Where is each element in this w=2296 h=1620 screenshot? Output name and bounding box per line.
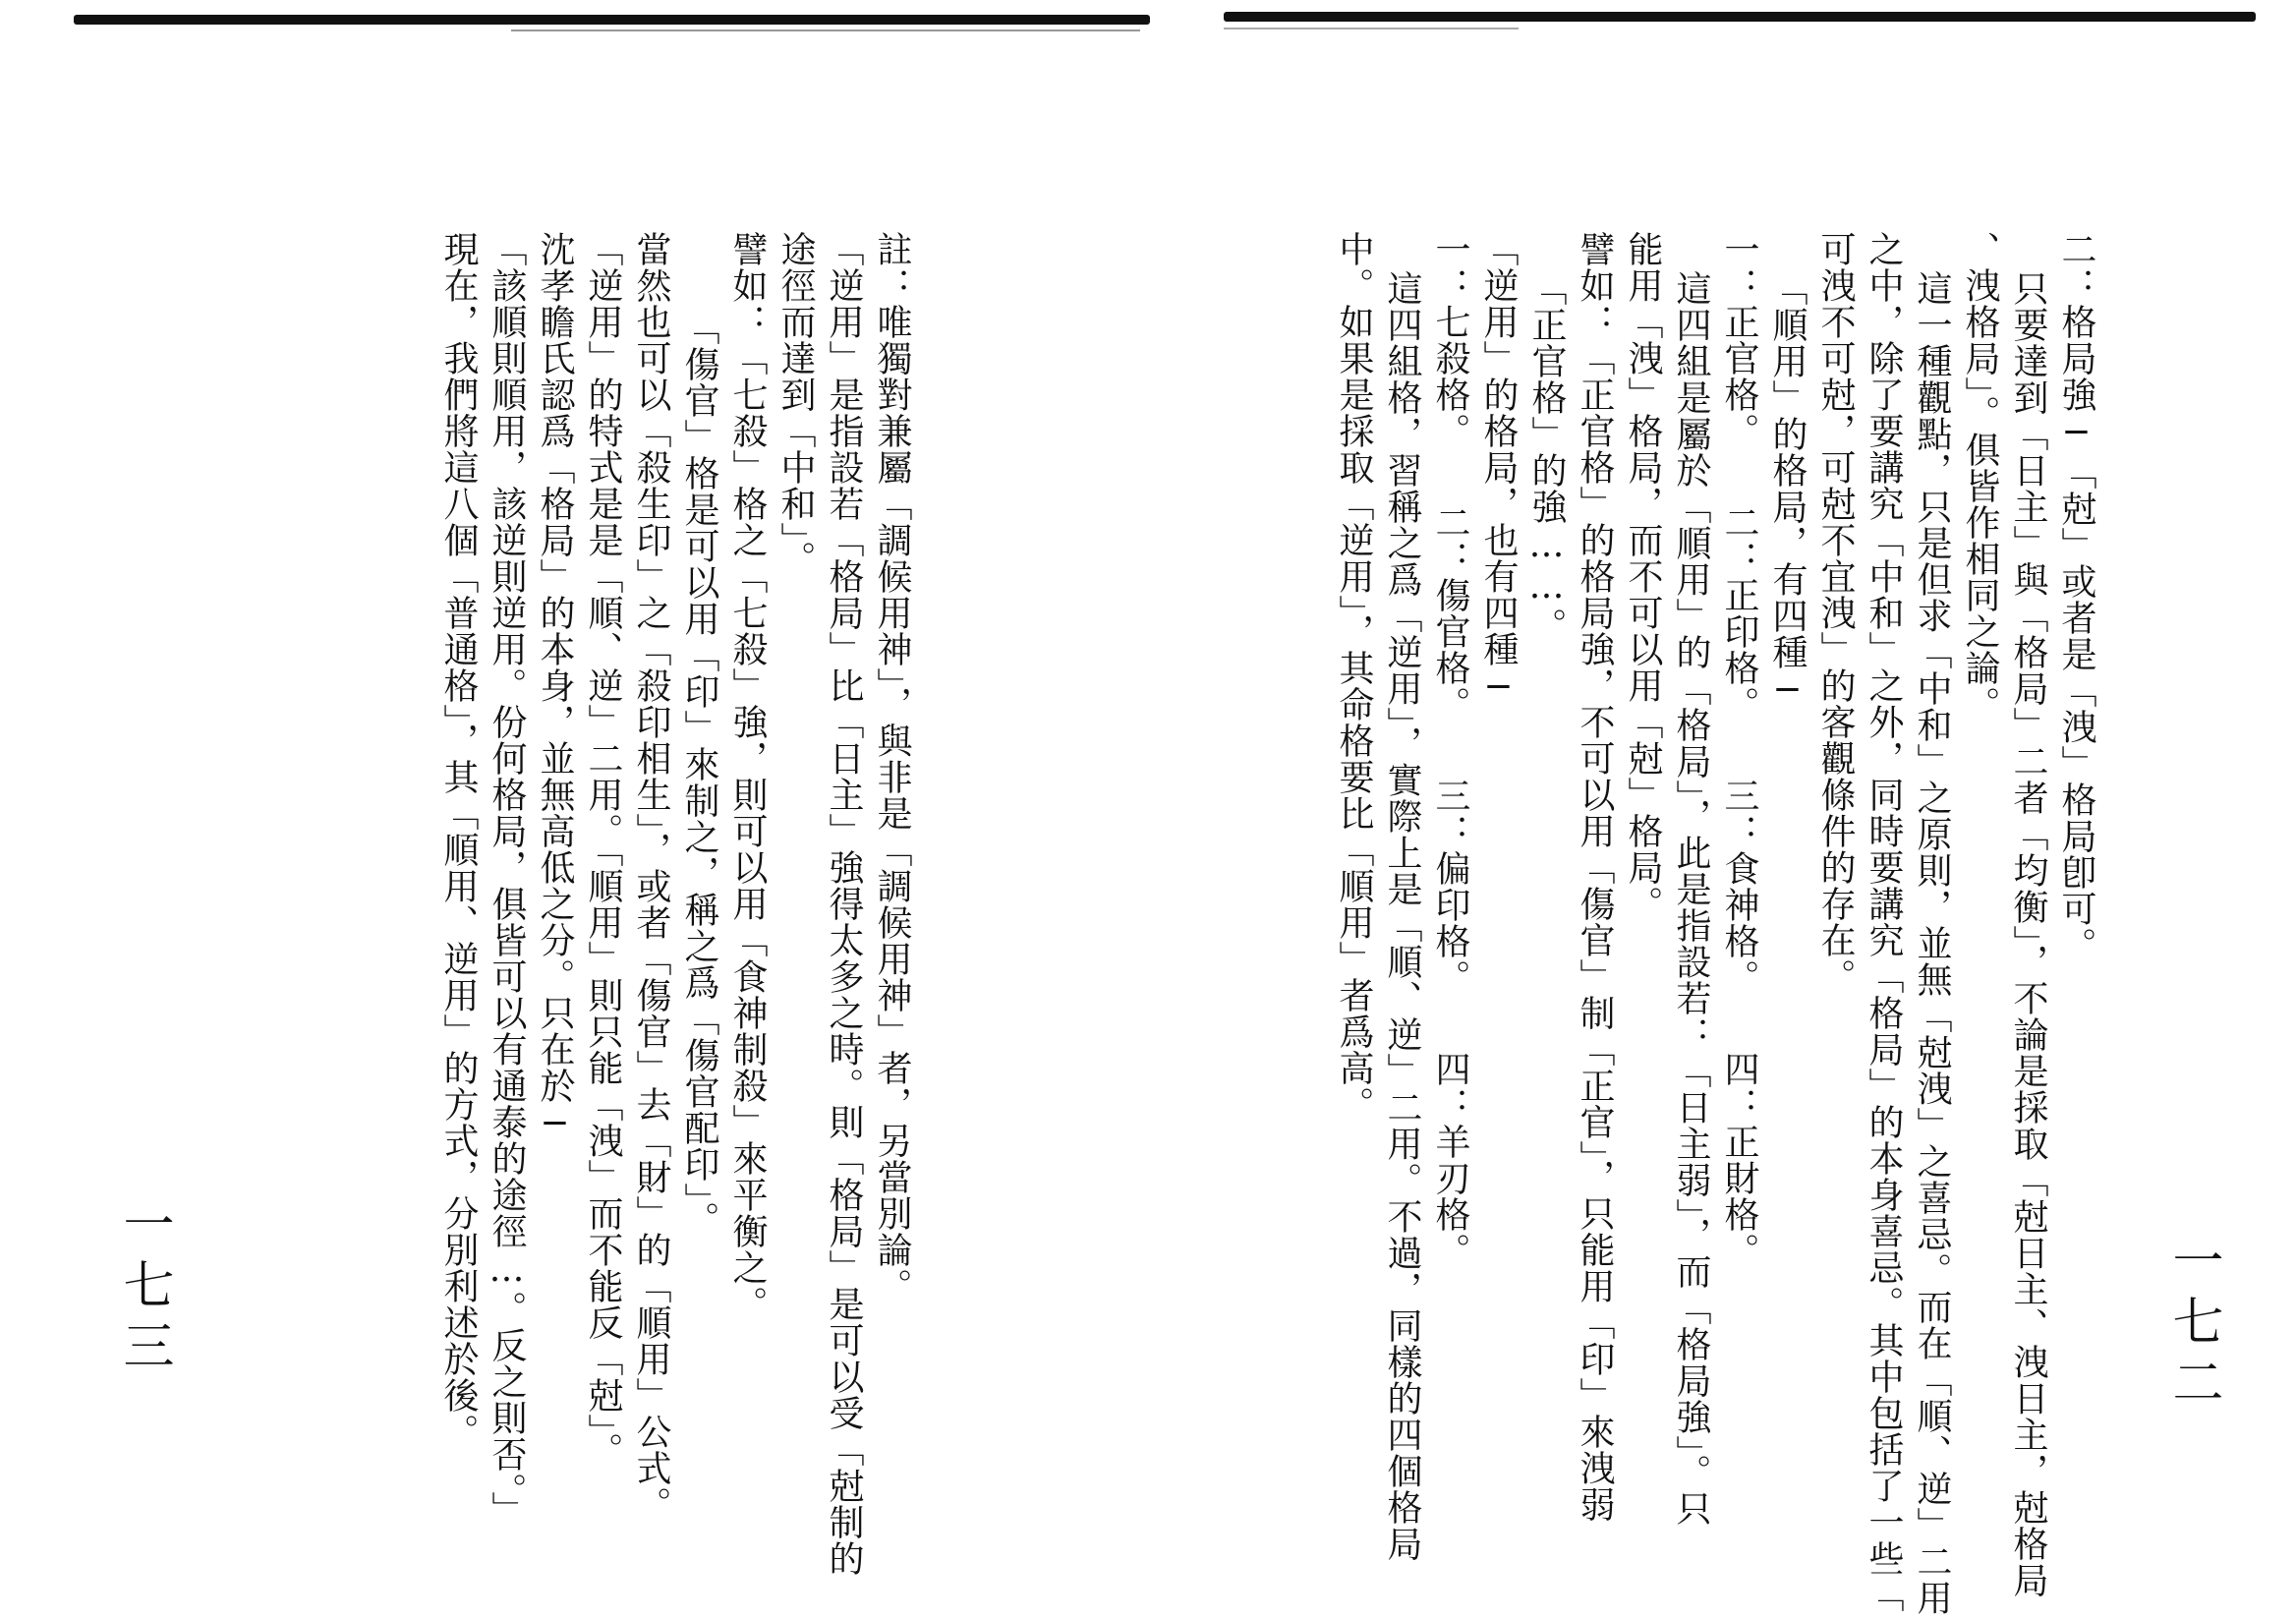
right-page-line: 「順用」的格局，有四種─ [1767, 270, 1808, 712]
left-page-line: 現在，我們將這八個「普通格」，其「順用、逆用」的方式，分別利述於後。 [438, 231, 479, 1450]
right-page-line: 能用「洩」格局，而不可以用「尅」格局。 [1623, 231, 1663, 922]
right-page-thin-rule [1224, 28, 1519, 29]
right-page-line: 這四組格，習稱之爲「逆用」，實際上是「順、逆」二用。不過，同樣的四個格局 [1382, 270, 1422, 1562]
left-page-line: 「逆用」的特式是是「順、逆」二用。「順用」則只能「洩」而不能反「尅」。 [583, 231, 623, 1469]
right-page-line: 一：正官格。 二：正印格。 三：食神格。 四：正財格。 [1719, 231, 1759, 1269]
left-page-text [398, 231, 912, 1577]
left-page-line: 「該順則順用，該逆則逆用。份何格局，俱皆可以有通泰的途徑…。反之則否。」 [487, 231, 527, 1528]
left-page-line: 「傷官」格是可以用「印」來制之，稱之爲「傷官配印」。 [679, 310, 719, 1238]
right-page-top-rule [1224, 12, 2256, 22]
left-page-line: 當然也可以「殺生印」之「殺印相生」，或者「傷官」去「財」的「順用」公式。 [631, 231, 671, 1523]
right-page-text [1288, 231, 2096, 1616]
right-page-line: 這四組是屬於「順用」的「格局」，此是指設若：「日主弱」，而「格局強」。只 [1671, 270, 1711, 1527]
left-page-number: 一七三 [114, 1197, 173, 1380]
left-page-thin-rule [511, 29, 1140, 31]
right-page-line: 可洩不可尅，可尅不宜洩」的客觀條件的存在。 [1815, 231, 1856, 995]
right-page-line: 、洩格局」。俱皆作相同之論。 [1960, 231, 2000, 723]
right-page-line: 「正官格」的強……。 [1526, 270, 1567, 644]
left-page-line: 沈孝瞻氏認爲「格局」的本身，並無高低之分。只在於─ [535, 231, 575, 1145]
right-page-line: 這一種觀點，只是但求「中和」之原則，並無「尅洩」之喜忌。而在「順、逆」二用 [1912, 270, 1952, 1616]
right-page-line: 之中，除了要講究「中和」之外，同時要講究「格局」的本身喜忌。其中包括了一些「 [1864, 231, 1904, 1613]
left-page-line: 譬如：「七殺」格之「七殺」強，則可以用「食神制殺」來平衡之。 [727, 231, 768, 1322]
right-page-line: 一：七殺格。 二：傷官格。 三：偏印格。 四：羊刃格。 [1430, 231, 1470, 1269]
left-page-line: 「逆用」是指設若「格局」比「日主」強得太多之時。則「格局」是可以受「尅制的 [824, 231, 864, 1577]
left-page-top-rule [74, 15, 1150, 25]
left-page-line: 途徑而達到「中和」。 [775, 231, 816, 577]
right-page-line: 只要達到「日主」與「格局」二者「均衡」，不論是採取「尅日主、洩日主，尅格局 [2008, 270, 2048, 1598]
right-page-line: 中。如果是採取「逆用」，其命格要比「順用」者爲高。 [1334, 231, 1374, 1123]
right-page-number: 一七二 [2163, 1234, 2222, 1417]
left-page-line: 註：唯獨對兼屬「調候用神」，與非是「調候用神」者，另當別論。 [872, 231, 912, 1304]
right-page-line: 「逆用」的格局，也有四種─ [1478, 231, 1519, 709]
right-page-line: 二：格局強─「尅」或者是「洩」格局卽可。 [2056, 231, 2096, 963]
right-page-line: 譬如：「正官格」的格局強，不可以用「傷官」制「正官」，只能用「印」來洩弱 [1575, 231, 1615, 1523]
